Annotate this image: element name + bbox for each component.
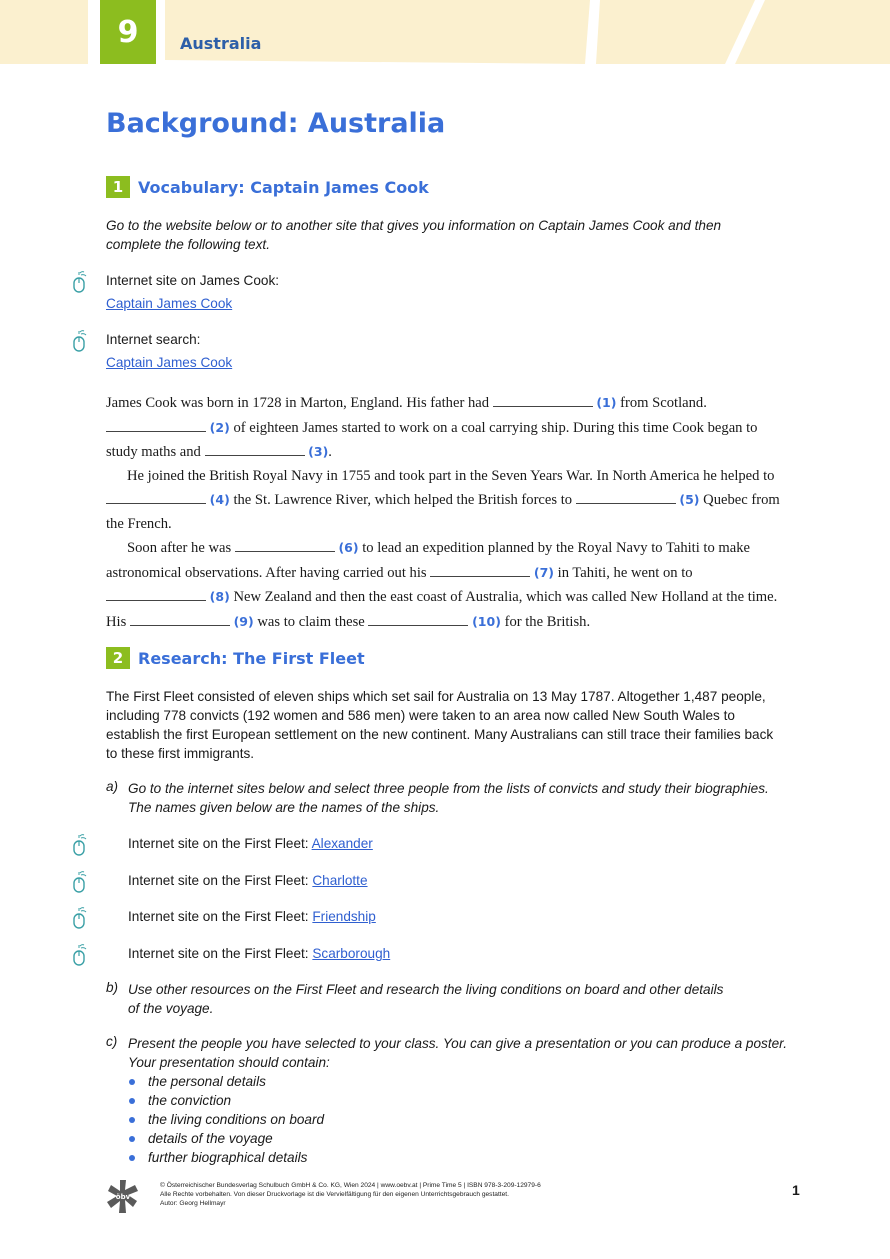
logo-text: öbv <box>115 1193 131 1201</box>
james-cook-site-link[interactable]: Captain James Cook <box>106 296 233 311</box>
ship-site-label: Internet site on the First Fleet: <box>128 836 309 851</box>
footer-line: Alle Rechte vorbehalten. Von dieser Druckvorlage ist die Vervielfältigung für den eigenen Unterrichtsgebrauch gestattet. <box>160 1191 509 1198</box>
list-item: the personal details <box>128 1072 324 1091</box>
ship-link-scarborough[interactable]: Scarborough <box>312 946 391 961</box>
gap-blank[interactable] <box>368 612 468 626</box>
cloze-text <box>106 391 782 634</box>
gap-number: (8) <box>209 589 230 604</box>
ship-link-friendship[interactable]: Friendship <box>312 909 376 924</box>
gap-number: (1) <box>596 395 617 410</box>
task-b-text-2: of the voyage. <box>128 1001 214 1016</box>
cloze-segment: of eighteen James started to work on a coal carrying ship. During this time Cook began to study maths and <box>106 419 758 460</box>
list-item: the conviction <box>128 1091 324 1110</box>
ship-link-alexander[interactable]: Alexander <box>311 836 373 851</box>
ship-site-label: Internet site on the First Fleet: <box>128 909 309 924</box>
gap-number: (5) <box>679 492 700 507</box>
chapter-title: Australia <box>180 34 262 53</box>
cloze-segment: in Tahiti, he went on to <box>557 564 693 581</box>
cloze-segment: the St. Lawrence River, which helped the British forces to <box>233 492 573 508</box>
gap-blank[interactable] <box>130 612 230 626</box>
section-2-heading <box>106 647 365 669</box>
list-item: further biographical details <box>128 1148 324 1167</box>
gap-blank[interactable] <box>106 587 206 601</box>
cloze-segment: He joined the British Royal Navy in 1755 and took part in the Seven Years War. In North America he helped to <box>127 467 775 484</box>
gap-blank[interactable] <box>205 442 305 456</box>
first-fleet-intro: The First Fleet consisted of eleven ships which set sail for Australia on 13 May 1787. Altogether 1,487 people, including 778 convicts (192 women and 586 men) were taken to an area now called New South Wales to establish the first European settlement on the new continent. Many Australians can still trace their families back to these first immigrants. <box>106 689 774 761</box>
mouse-icon <box>71 834 87 856</box>
cloze-segment: for the British. <box>504 613 591 630</box>
gap-blank[interactable] <box>106 490 206 504</box>
list-item: details of the voyage <box>128 1129 324 1148</box>
cloze-segment: was to claim these <box>257 613 365 630</box>
gap-number: (6) <box>338 540 359 555</box>
cloze-segment: from Scotland. <box>620 395 707 411</box>
section-1-title: Vocabulary: Captain James Cook <box>138 177 429 197</box>
cloze-segment: Quebec from the French. <box>106 492 780 532</box>
page-title: Background: Australia <box>106 108 446 139</box>
gap-number: (9) <box>233 613 254 629</box>
cloze-segment: . <box>328 444 332 460</box>
footer-line: Autor: Georg Hellmayr <box>160 1200 226 1207</box>
james-cook-site-label: Internet site on James Cook: <box>106 273 280 288</box>
internet-search-label: Internet search: <box>106 332 201 347</box>
page-number: 1 <box>792 1182 800 1198</box>
gap-number: (4) <box>209 492 230 507</box>
gap-number: (10) <box>472 613 501 629</box>
cloze-segment: Soon after he was <box>127 540 232 556</box>
cloze-segment: James Cook was born in 1728 in Marton, England. His father had <box>106 395 490 411</box>
list-item: the living conditions on board <box>128 1110 324 1129</box>
ship-site-row <box>128 944 390 963</box>
mouse-icon <box>71 907 87 929</box>
footer-line: © Österreichischer Bundesverlag Schulbuch GmbH & Co. KG, Wien 2024 | www.oebv.at | Prime Time 5 | ISBN 978-3-209-12979-6 <box>160 1182 541 1189</box>
presentation-bullet-list <box>128 1072 324 1167</box>
ship-site-label: Internet site on the First Fleet: <box>128 873 309 888</box>
task-b-label: b) <box>106 980 119 995</box>
chapter-number: 9 <box>100 0 156 64</box>
ship-site-label: Internet site on the First Fleet: <box>128 946 309 961</box>
section-2-title: Research: The First Fleet <box>138 648 365 668</box>
task-c-text-2: Your presentation should contain: <box>128 1055 330 1070</box>
gap-number: (2) <box>209 419 230 435</box>
mouse-icon <box>71 330 87 352</box>
ship-site-row <box>128 834 373 853</box>
section-2-number: 2 <box>106 647 130 669</box>
ship-site-row <box>128 871 368 890</box>
footer-copyright <box>160 1181 541 1208</box>
publisher-logo <box>106 1179 140 1215</box>
gap-number: (3) <box>308 444 329 459</box>
task-c-label: c) <box>106 1034 118 1049</box>
gap-blank[interactable] <box>576 490 676 504</box>
section-1-instruction: Go to the website below or to another site that gives you information on Captain James Cook and then complete the following text. <box>106 218 722 252</box>
task-a-text: Go to the internet sites below and select three people from the lists of convicts and study their biographies. The names given below are the names of the ships. <box>128 781 769 815</box>
section-1-number: 1 <box>106 176 130 198</box>
section-1-heading <box>106 176 429 198</box>
gap-blank[interactable] <box>235 538 335 552</box>
ship-link-charlotte[interactable]: Charlotte <box>312 873 368 888</box>
gap-number: (7) <box>533 564 555 580</box>
cloze-segment: to lead an expedition planned by the Royal Navy to Tahiti to make astronomical observations. After having carried out his <box>106 540 751 581</box>
mouse-icon <box>71 271 87 293</box>
internet-search-link[interactable]: Captain James Cook <box>106 355 233 370</box>
mouse-icon <box>71 944 87 966</box>
gap-blank[interactable] <box>106 418 206 432</box>
ship-site-row <box>128 907 376 926</box>
task-b-text-1: Use other resources on the First Fleet and research the living conditions on board and other details <box>128 982 724 997</box>
header-band <box>0 0 890 64</box>
gap-blank[interactable] <box>430 563 530 577</box>
cloze-segment: New Zealand and then the east coast of Australia, which was called New Holland at the time. His <box>106 589 778 630</box>
mouse-icon <box>71 871 87 893</box>
gap-blank[interactable] <box>493 393 593 407</box>
task-c-text-1: Present the people you have selected to your class. You can give a presentation or you can produce a poster. <box>128 1036 787 1051</box>
task-a-label: a) <box>106 779 119 794</box>
